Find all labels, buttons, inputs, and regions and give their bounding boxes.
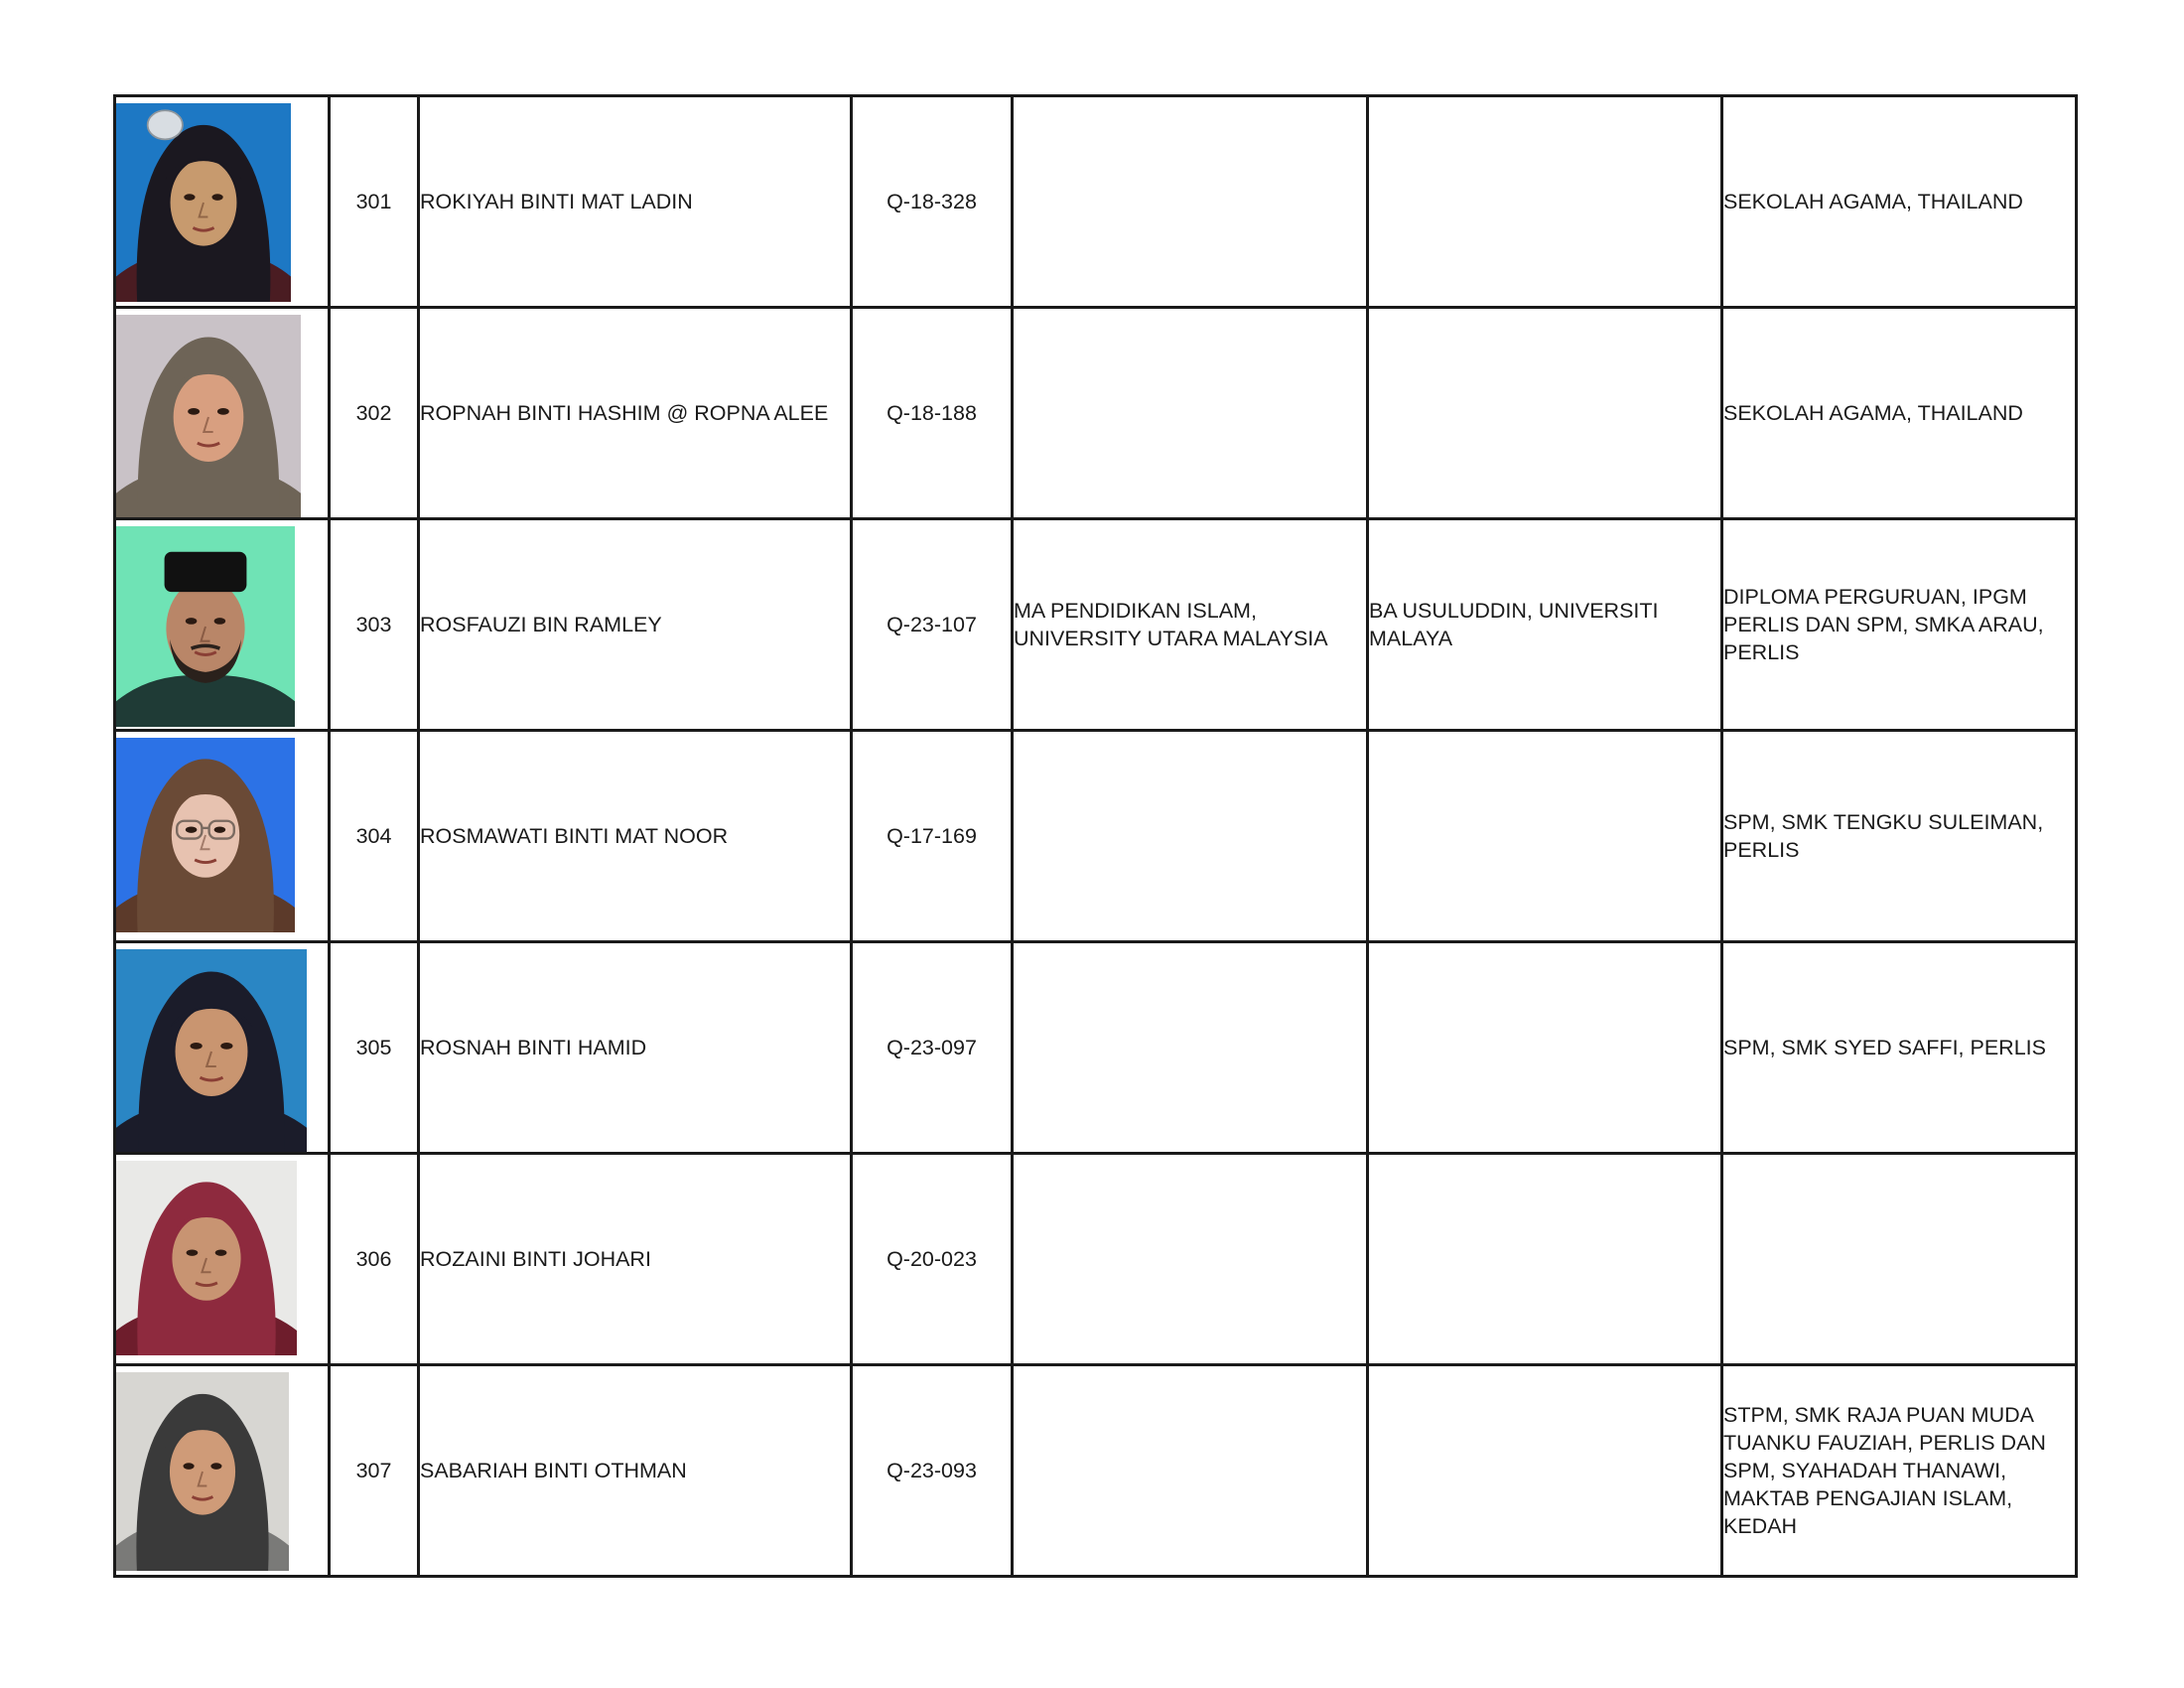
member-name: ROPNAH BINTI HASHIM @ ROPNA ALEE — [419, 308, 852, 519]
table-row — [115, 1365, 2077, 1577]
photo-glare — [148, 110, 183, 139]
member-code: Q-23-107 — [852, 519, 1013, 731]
table-row — [115, 519, 2077, 731]
member-code: Q-18-328 — [852, 96, 1013, 308]
portrait-photo-icon — [116, 1161, 297, 1355]
qualification-3: SEKOLAH AGAMA, THAILAND — [1722, 96, 2077, 308]
table-row — [115, 1154, 2077, 1365]
member-code: Q-20-023 — [852, 1154, 1013, 1365]
table-row — [115, 96, 2077, 308]
member-name: ROSNAH BINTI HAMID — [419, 942, 852, 1154]
member-name: ROSFAUZI BIN RAMLEY — [419, 519, 852, 731]
photo-cell — [115, 308, 330, 519]
photo-cell — [115, 1154, 330, 1365]
member-name: SABARIAH BINTI OTHMAN — [419, 1365, 852, 1577]
row-number: 304 — [330, 731, 419, 942]
qualification-1 — [1013, 308, 1368, 519]
qualification-3: SPM, SMK TENGKU SULEIMAN, PERLIS — [1722, 731, 2077, 942]
member-code: Q-23-097 — [852, 942, 1013, 1154]
qualification-2 — [1368, 1154, 1722, 1365]
portrait-photo-icon — [116, 526, 295, 727]
photo-cell — [115, 1365, 330, 1577]
member-code: Q-17-169 — [852, 731, 1013, 942]
qualification-2 — [1368, 731, 1722, 942]
portrait-photo-icon — [116, 949, 307, 1154]
qualification-1: MA PENDIDIKAN ISLAM, UNIVERSITY UTARA MALAYSIA — [1013, 519, 1368, 731]
row-number: 301 — [330, 96, 419, 308]
portrait-photo-icon — [116, 1372, 289, 1571]
row-number: 307 — [330, 1365, 419, 1577]
qualification-1 — [1013, 731, 1368, 942]
qualification-1 — [1013, 96, 1368, 308]
qualification-3: SEKOLAH AGAMA, THAILAND — [1722, 308, 2077, 519]
member-name: ROKIYAH BINTI MAT LADIN — [419, 96, 852, 308]
photo-songkok — [165, 552, 247, 592]
qualification-3: STPM, SMK RAJA PUAN MUDA TUANKU FAUZIAH, PERLIS DAN SPM, SYAHADAH THANAWI, MAKTAB PENGAJIAN ISLAM, KEDAH — [1722, 1365, 2077, 1577]
qualification-2 — [1368, 96, 1722, 308]
row-number: 306 — [330, 1154, 419, 1365]
qualification-3: DIPLOMA PERGURUAN, IPGM PERLIS DAN SPM, SMKA ARAU, PERLIS — [1722, 519, 2077, 731]
qualification-2 — [1368, 1365, 1722, 1577]
qualification-3: SPM, SMK SYED SAFFI, PERLIS — [1722, 942, 2077, 1154]
qualification-1 — [1013, 942, 1368, 1154]
qualification-3 — [1722, 1154, 2077, 1365]
member-name: ROSMAWATI BINTI MAT NOOR — [419, 731, 852, 942]
roster-body — [115, 96, 2077, 1577]
row-number: 302 — [330, 308, 419, 519]
roster-table — [113, 94, 2078, 1578]
table-row — [115, 731, 2077, 942]
row-number: 303 — [330, 519, 419, 731]
row-number: 305 — [330, 942, 419, 1154]
portrait-photo-icon — [116, 315, 301, 519]
member-code: Q-23-093 — [852, 1365, 1013, 1577]
table-row — [115, 308, 2077, 519]
portrait-photo-icon — [116, 103, 291, 302]
photo-cell — [115, 96, 330, 308]
qualification-1 — [1013, 1154, 1368, 1365]
member-code: Q-18-188 — [852, 308, 1013, 519]
photo-cell — [115, 731, 330, 942]
qualification-2 — [1368, 942, 1722, 1154]
qualification-1 — [1013, 1365, 1368, 1577]
table-row — [115, 942, 2077, 1154]
member-name: ROZAINI BINTI JOHARI — [419, 1154, 852, 1365]
qualification-2 — [1368, 308, 1722, 519]
photo-cell — [115, 519, 330, 731]
portrait-photo-icon — [116, 738, 295, 932]
qualification-2: BA USULUDDIN, UNIVERSITI MALAYA — [1368, 519, 1722, 731]
photo-cell — [115, 942, 330, 1154]
